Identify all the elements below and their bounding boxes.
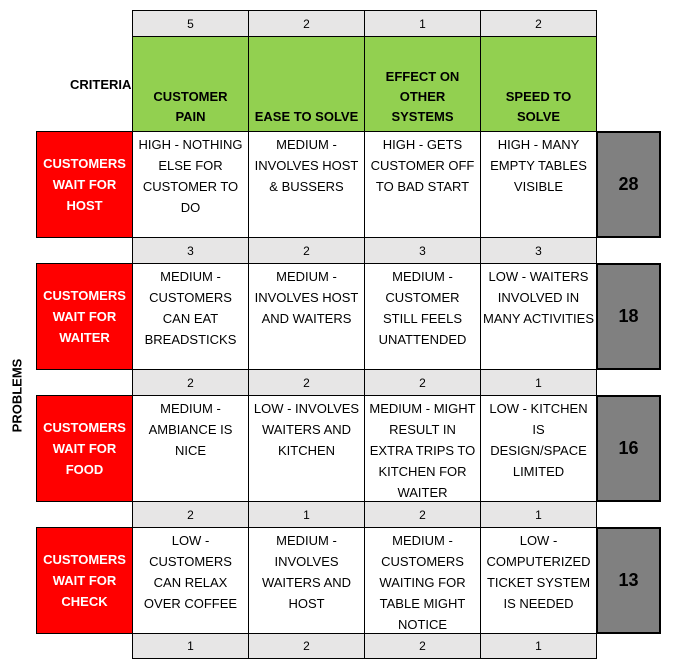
score-wait-for-host: 28 <box>596 131 661 238</box>
weight-waiter-ease-to-solve: 2 <box>248 369 365 396</box>
criteria-effect-on-other-systems <box>364 36 481 132</box>
cell-host-speed-to-solve: HIGH - MANY EMPTY TABLES VISIBLE <box>480 131 597 238</box>
cell-waiter-customer-pain: MEDIUM - CUSTOMERS CAN EAT BREADSTICKS <box>132 263 249 370</box>
cell-check-ease-to-solve: MEDIUM - INVOLVES WAITERS AND HOST <box>248 527 365 634</box>
weight-host-ease-to-solve: 2 <box>248 237 365 264</box>
cell-food-effect-on-other-systems: MEDIUM - MIGHT RESULT IN EXTRA TRIPS TO KITCHEN FOR WAITER <box>364 395 481 502</box>
criteria-speed-to-solve <box>480 36 597 132</box>
criteria-customer-pain-text: CUSTOMER PAIN <box>153 89 228 124</box>
cell-check-customer-pain: LOW - CUSTOMERS CAN RELAX OVER COFFEE <box>132 527 249 634</box>
problems-label: PROBLEMS <box>9 358 25 432</box>
weight-food-ease-to-solve: 1 <box>248 501 365 528</box>
weight-food-speed-to-solve: 1 <box>480 501 597 528</box>
cell-check-speed-to-solve: LOW - COMPUTERIZED TICKET SYSTEM IS NEEDED <box>480 527 597 634</box>
weight-waiter-customer-pain: 2 <box>132 369 249 396</box>
cell-food-ease-to-solve: LOW - INVOLVES WAITERS AND KITCHEN <box>248 395 365 502</box>
weight-waiter-speed-to-solve: 1 <box>480 369 597 396</box>
cell-check-effect-on-other-systems: MEDIUM - CUSTOMERS WAITING FOR TABLE MIGHT NOTICE <box>364 527 481 634</box>
cell-food-customer-pain: MEDIUM - AMBIANCE IS NICE <box>132 395 249 502</box>
weight-check-ease-to-solve: 2 <box>248 633 365 659</box>
weight-check-customer-pain: 1 <box>132 633 249 659</box>
weight-top-ease-to-solve: 2 <box>248 10 365 37</box>
score-wait-for-food: 16 <box>596 395 661 502</box>
weight-check-speed-to-solve: 1 <box>480 633 597 659</box>
problem-wait-for-food: CUSTOMERS WAIT FOR FOOD <box>36 395 133 502</box>
cell-host-ease-to-solve: MEDIUM - INVOLVES HOST & BUSSERS <box>248 131 365 238</box>
cell-host-customer-pain: HIGH - NOTHING ELSE FOR CUSTOMER TO DO <box>132 131 249 238</box>
cell-waiter-effect-on-other-systems: MEDIUM - CUSTOMER STILL FEELS UNATTENDED <box>364 263 481 370</box>
criteria-customer-pain <box>132 36 249 132</box>
problems-label-wrap <box>0 358 34 432</box>
weight-top-customer-pain: 5 <box>132 10 249 37</box>
score-wait-for-check: 13 <box>596 527 661 634</box>
cell-waiter-speed-to-solve: LOW - WAITERS INVOLVED IN MANY ACTIVITIES <box>480 263 597 370</box>
criteria-ease-to-solve <box>248 36 365 132</box>
weight-host-customer-pain: 3 <box>132 237 249 264</box>
weight-waiter-effect-on-other-systems: 2 <box>364 369 481 396</box>
problem-wait-for-waiter: CUSTOMERS WAIT FOR WAITER <box>36 263 133 370</box>
weight-host-speed-to-solve: 3 <box>480 237 597 264</box>
weight-host-effect-on-other-systems: 3 <box>364 237 481 264</box>
criteria-label: CRITERIA <box>70 76 132 92</box>
criteria-speed-to-solve-text: SPEED TO SOLVE <box>505 89 572 124</box>
weight-food-effect-on-other-systems: 2 <box>364 501 481 528</box>
criteria-effect-on-other-systems-text: EFFECT ON OTHER SYSTEMS <box>385 69 460 124</box>
score-wait-for-waiter: 18 <box>596 263 661 370</box>
problem-wait-for-host: CUSTOMERS WAIT FOR HOST <box>36 131 133 238</box>
cell-host-effect-on-other-systems: HIGH - GETS CUSTOMER OFF TO BAD START <box>364 131 481 238</box>
weight-top-effect-on-other-systems: 1 <box>364 10 481 37</box>
criteria-ease-to-solve-text: EASE TO SOLVE <box>254 109 359 124</box>
weight-top-speed-to-solve: 2 <box>480 10 597 37</box>
problem-wait-for-check: CUSTOMERS WAIT FOR CHECK <box>36 527 133 634</box>
weight-check-effect-on-other-systems: 2 <box>364 633 481 659</box>
weight-food-customer-pain: 2 <box>132 501 249 528</box>
cell-food-speed-to-solve: LOW - KITCHEN IS DESIGN/SPACE LIMITED <box>480 395 597 502</box>
cell-waiter-ease-to-solve: MEDIUM - INVOLVES HOST AND WAITERS <box>248 263 365 370</box>
